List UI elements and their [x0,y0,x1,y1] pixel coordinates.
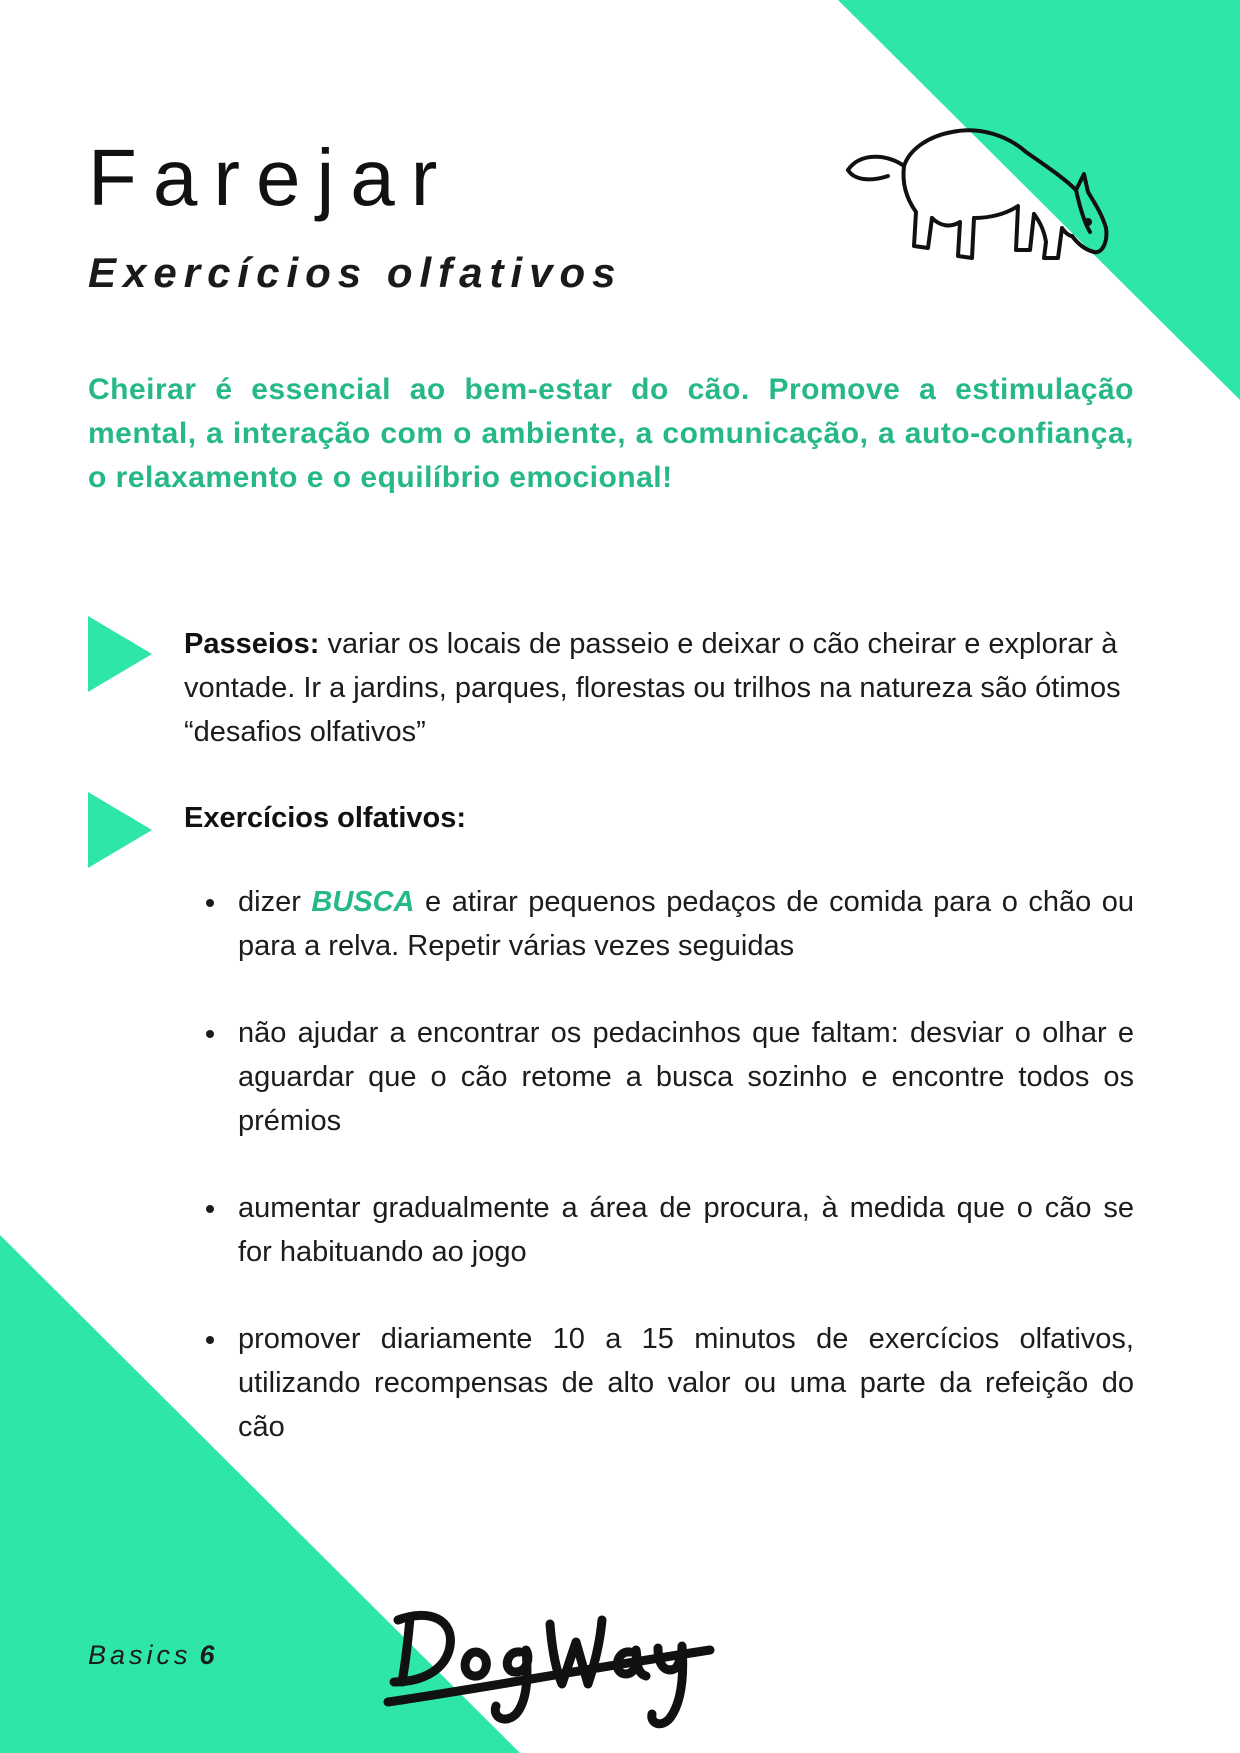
footer-label: Basics [88,1640,192,1670]
section-passeios [184,622,1134,754]
dogway-logo [380,1590,780,1740]
page-footer [88,1640,219,1671]
bullet-dot-icon [206,1030,214,1038]
highlight-command: BUSCA [311,886,415,918]
page-title: Farejar [88,133,454,222]
list-item: promover diariamente 10 a 15 minutos de exercícios olfativos, utilizando recompensas de alto valor ou uma parte da refeição do cão [206,1317,1134,1449]
intro-paragraph: Cheirar é essencial ao bem-estar do cão. Promove a estimulação mental, a interação com o ambiente, a comunicação, a auto-confiança, o relaxamento e o equilíbrio emocional! [88,373,1134,494]
section-heading: Passeios: [184,628,320,660]
bullet-dot-icon [206,1336,214,1344]
page-number: 6 [199,1640,219,1670]
bullet-dot-icon [206,899,214,907]
list-item: dizer BUSCA e atirar pequenos pedaços de comida para o chão ou para a relva. Repetir várias vezes seguidas [206,880,1134,968]
bullet-dot-icon [206,1205,214,1213]
triangle-arrow-icon [88,792,152,868]
exercise-list [206,880,1134,1492]
list-item: não ajudar a encontrar os pedacinhos que faltam: desviar o olhar e aguardar que o cão retome a busca sozinho e encontre todos os prémios [206,1011,1134,1143]
section-heading: Exercícios olfativos: [184,802,467,834]
sniffing-dog-icon [840,118,1130,308]
triangle-arrow-icon [88,616,152,692]
page-subtitle: Exercícios olfativos [88,249,623,296]
list-item: aumentar gradualmente a área de procura, à medida que o cão se for habituando ao jogo [206,1186,1134,1274]
section-text: variar os locais de passeio e deixar o cão cheirar e explorar à vontade. Ir a jardins, parques, florestas ou trilhos na natureza são ótimos “desafios olfativos” [184,628,1121,748]
section-exercicios [184,796,1134,840]
